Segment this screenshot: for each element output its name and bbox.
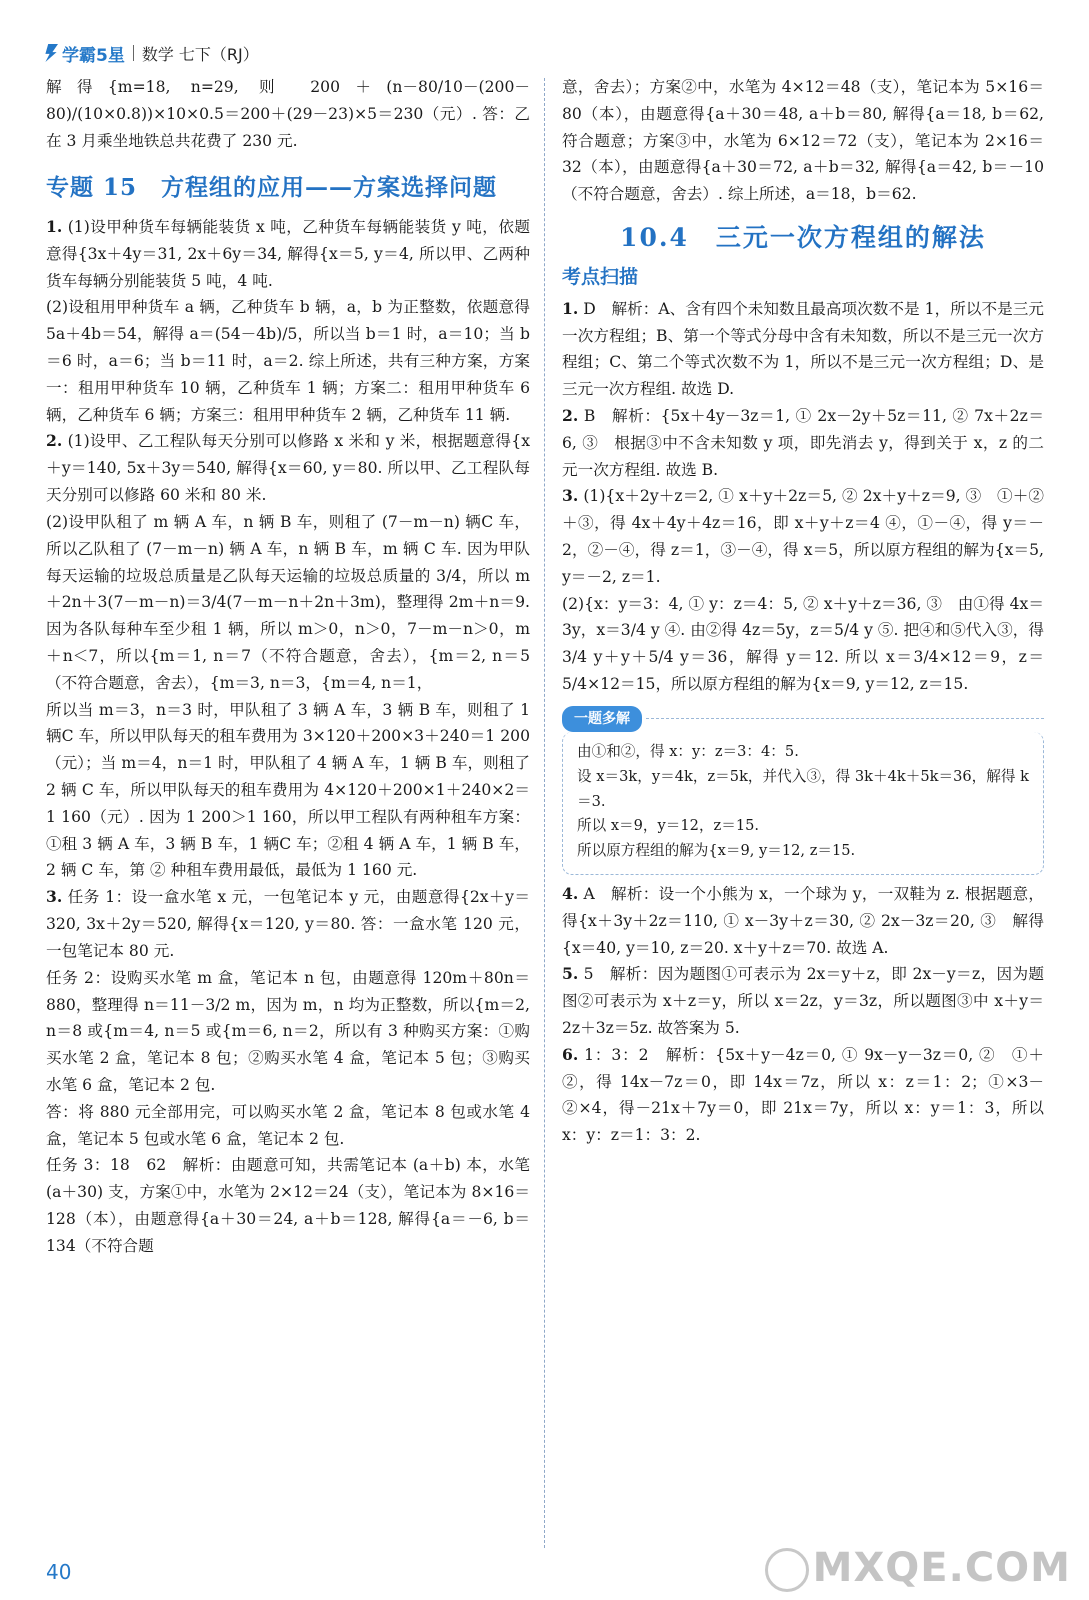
- answer-text: (1)设甲种货车每辆能装货 x 吨，乙种货车每辆能装货 y 吨，依题意得{3x＋4y＝31, 2x＋6y＝34, 解得{x＝5, y＝4, 所以甲、乙两种货车每辆分别能装货 5 吨，4 吨.: [46, 217, 530, 290]
- box-line: 由①和②，得 x：y：z＝3：4：5.: [577, 743, 799, 760]
- header-subject: 数学 七下（RJ）: [141, 44, 259, 64]
- question-1a: [46, 214, 530, 294]
- answer-text: B 解析：{5x＋4y－3z＝1, ① 2x－2y＋5z＝11, ② 7x＋2z＝6, ③ 根据③中不含未知数 y 项，即先消去 y，得到关于 x，z 的二元一次方程组. 故选 B.: [562, 406, 1044, 479]
- answer-text: A 解析：设一个小熊为 x，一个球为 y，一双鞋为 z. 根据题意，得{x＋3y＋2z＝110, ① x－3y＋z＝30, ② 2x－3z＝20, ③ 解得{x＝40, y＝10, z＝20. x＋y＋z＝70. 故选 A.: [562, 884, 1044, 957]
- answer-text: (1)设甲、乙工程队每天分别可以修路 x 米和 y 米，根据题意得{x＋y＝140, 5x＋3y＝540, 解得{x＝60, y＝80. 所以甲、乙工程队每天分别可以修路 60 米和 80 米.: [46, 432, 530, 505]
- column-divider: [544, 78, 545, 1548]
- paragraph: 解得{m=18, n=29, 则 200＋(n－80/10－(200－80)/(10×0.8))×10×0.5＝200＋(29－23)×5＝230（元）. 答：乙在 3 月乘坐地铁总共花费了 230 元.: [46, 78, 530, 150]
- answer-text: 1：3：2 解析：{5x＋y－4z＝0, ① 9x－y－3z＝0, ② ①＋②，得 14x－7z＝0，即 14x＝7z，所以 x：z＝1：2；①×3－②×4，得－21x＋7y＝0，即 21x＝7y，所以 x：y＝1：3，所以 x：y：z＝1：3：2.: [562, 1045, 1044, 1145]
- answer-3a: [562, 483, 1044, 590]
- question-number: 1.: [562, 298, 579, 318]
- answer-text: 5 解析：因为题图①可表示为 2x＝y＋z，即 2x－y＝z，因为题图②可表示为 x＋z＝y，所以 x＝2z，y＝3z，所以题图③中 x＋y＝2z＋3z＝5z. 故答案为 5.: [562, 965, 1044, 1038]
- question-number: 2.: [46, 431, 63, 451]
- multi-solution-box: [562, 732, 1044, 875]
- box-line: 所以原方程组的解为{x＝9, y＝12, z＝15.: [577, 842, 856, 860]
- header-divider: [133, 45, 134, 61]
- question-3a: [46, 884, 530, 964]
- answer-text: D 解析：A、含有四个未知数且最高项次数不是 1，所以不是三元一次方程组；B、第一个等式分母中含有未知数，所以不是三元一次方程组；C、第二个等式次数不为 1，所以不是三元一次方程组；D、是三元一次方程组. 故选 D.: [562, 299, 1044, 399]
- answer-4: [562, 881, 1044, 961]
- question-number: 4.: [562, 883, 579, 903]
- answer-text: (1){x＋2y＋z＝2, ① x＋y＋2z＝5, ② 2x＋y＋z＝9, ③ ①＋②＋③，得 4x＋4y＋4z＝16，即 x＋y＋z＝4 ④，①－④，得 y＝－2，②－④，得 z＝1，③－④，得 x＝5，所以原方程组的解为{x＝5, y＝－2, z＝1.: [562, 487, 1044, 586]
- question-number: 2.: [562, 405, 579, 425]
- question-2c: 所以当 m＝3，n＝3 时，甲队租了 3 辆 A 车，3 辆 B 车，则租了 1 辆C 车，所以甲队每天的租车费用为 3×120＋200×3＋240＝1 200（元）；当 m＝4，n＝1 时，甲队租了 4 辆 A 车，1 辆 B 车，则租了 2 辆 C 车，所以甲队每天的租车费用为 4×120＋200×1＋240×2＝1 160（元）. 因为 1 200＞1 160，所以甲工程队有两种租车方案：①租 3 辆 A 车，3 辆 B 车，1 辆C 车；②租 4 辆 A 车，1 辆 B 车，2 辆 C 车，第 ② 种租车费用最低，最低为 1 160 元.: [46, 700, 530, 880]
- question-number: 3.: [46, 887, 63, 907]
- question-2b: (2)设甲队租了 m 辆 A 车，n 辆 B 车，则租了 (7－m－n) 辆C 车，所以乙队租了 (7－m－n) 辆 A 车，n 辆 B 车，m 辆 C 车. 因为甲队每天运输的垃圾总质量是乙队每天运输的垃圾总质量的 3/4，所以 m＋2n＋3(7－m－n)＝3/4(7－m－n＋2n＋3m)，整理得 2m＋n＝9. 因为各队每种车至少租 1 辆，所以 m＞0，n＞0，7－m－n＞0，m＋n＜7，所以{m＝1, n＝7（不符合题意，舍去），{m＝2, n＝5（不符合题意，舍去），{m＝3, n＝3，{m＝4, n＝1，: [46, 512, 531, 692]
- question-number: 6.: [562, 1044, 579, 1064]
- question-1b: (2)设租用甲种货车 a 辆，乙种货车 b 辆，a，b 为正整数，依题意得 5a＋4b＝54，解得 a＝(54－4b)/5，所以当 b＝1 时，a＝10；当 b＝6 时，a＝6；当 b＝11 时，a＝2. 综上所述，共有三种方案，方案一：租用甲种货车 10 辆，乙种货车 1 辆；方案二：租用甲种货车 6 辆，乙种货车 6 辆；方案三：租用甲种货车 2 辆，乙种货车 11 辆.: [46, 298, 530, 424]
- lightning-icon: [44, 44, 58, 62]
- answer-5: [562, 961, 1044, 1041]
- question-number: 5.: [562, 964, 579, 984]
- question-3b: 任务 2：设购买水笔 m 盒，笔记本 n 包，由题意得 120m＋80n＝880，整理得 n＝11－3/2 m，因为 m，n 均为正整数，所以{m＝2, n＝8 或{m＝4, n＝5 或{m＝6, n＝2，所以有 3 种购买方案：①购买水笔 2 盒，笔记本 8 包；②购买水笔 4 盒，笔记本 5 包；③购买水笔 6 盒，笔记本 2 包.: [46, 968, 530, 1094]
- page-header: [44, 38, 259, 68]
- box-line: 所以 x＝9，y＝12，z＝15.: [577, 817, 760, 835]
- question-3c: 答：将 880 元全部用完，可以购买水笔 2 盒，笔记本 8 包或水笔 4 盒，笔记本 5 包或水笔 6 盒，笔记本 2 包.: [46, 1102, 530, 1148]
- right-column: [562, 74, 1044, 1149]
- dashed-rule: [646, 718, 1044, 719]
- brand-name: 学霸5星: [62, 45, 125, 66]
- question-2a: [46, 428, 530, 508]
- brand-logo: [44, 41, 125, 66]
- watermark-text: MXQE.COM: [812, 1545, 1071, 1591]
- answer-2: [562, 403, 1044, 483]
- question-number: 1.: [46, 216, 63, 236]
- multi-solution-tag: 一题多解: [562, 706, 642, 732]
- section-title: 专题 15 方程组的应用——方案选择问题: [46, 174, 498, 202]
- answer-3b: (2){x：y＝3：4, ① y：z＝4：5, ② x＋y＋z＝36, ③ 由①得 4x＝3y，x＝3/4 y ④. 由②得 4z＝5y，z＝5/4 y ⑤. 把④和⑤代入③，得 3/4 y＋y＋5/4 y＝36，解得 y＝12. 所以 x＝3/4×12＝9，z＝5/4×12＝15，所以原方程组的解为{x＝9, y＝12, z＝15.: [562, 594, 1044, 694]
- multi-solution-header: [562, 698, 1044, 732]
- watermark-badge-icon: [765, 1548, 809, 1592]
- answer-text: 任务 1：设一盒水笔 x 元，一包笔记本 y 元，由题意得{2x＋y＝320, 3x＋2y＝520, 解得{x＝120, y＝80. 答：一盒水笔 120 元，一包笔记本 80 元.: [46, 888, 530, 960]
- answer-1: [562, 296, 1044, 403]
- question-number: 3.: [562, 486, 579, 506]
- subsection-title: 考点扫描: [562, 266, 639, 289]
- page-number: 40: [46, 1560, 72, 1584]
- box-line: 设 x＝3k，y＝4k，z＝5k，并代入③，得 3k＋4k＋5k＝36，解得 k＝3.: [577, 767, 1029, 810]
- chapter-title: 10.4 三元一次方程组的解法: [620, 223, 986, 253]
- answer-6: [562, 1042, 1044, 1149]
- paragraph: 意，舍去）；方案②中，水笔为 4×12＝48（支），笔记本为 5×16＝80（本），由题意得{a＋30＝48, a＋b＝80, 解得{a＝18, b＝62, 符合题意；方案③中，水笔为 6×12＝72（支），笔记本为 2×16＝32（本），由题意得{a＋30＝72, a＋b＝32, 解得{a＝42, b＝－10（不符合题意，舍去）. 综上所述，a＝18，b＝62.: [562, 78, 1044, 204]
- question-3d: 任务 3：18 62 解析：由题意可知，共需笔记本 (a＋b) 本，水笔 (a＋30) 支，方案①中，水笔为 2×12＝24（支），笔记本为 8×16＝128（本），由题意得{a＋30＝24, a＋b＝128, 解得{a＝－6, b＝134（不符合题: [46, 1156, 530, 1255]
- watermark: [765, 1545, 1071, 1592]
- left-column: [46, 74, 530, 1260]
